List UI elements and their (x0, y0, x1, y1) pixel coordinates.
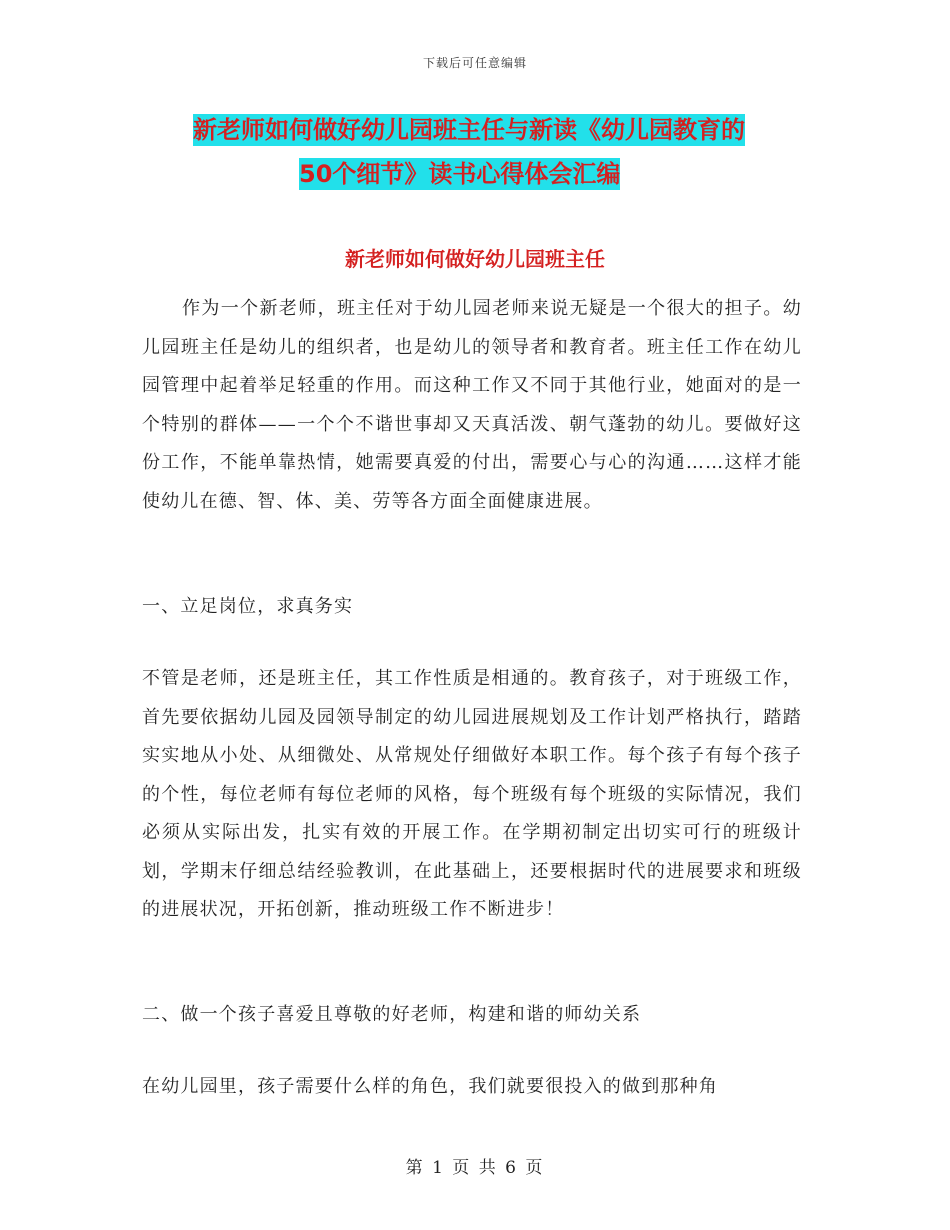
document-title-line1 (193, 108, 843, 152)
heading-two: 二、做一个孩子喜爱且尊敬的好老师，构建和谐的师幼关系 (142, 1004, 642, 1025)
section-title: 新老师如何做好幼儿园班主任 (345, 247, 605, 271)
paragraph-intro: 作为一个新老师，班主任对于幼儿园老师来说无疑是一个很大的担子。幼儿园班主任是幼儿的组织者，也是幼儿的领导者和教育者。班主任工作在幼儿园管理中起着举足轻重的作用。而这种工作又不同于其他行业，她面对的是一个特别的群体——一个个不谐世事却又天真活泼、朝气蓬勃的幼儿。要做好这份工作，不能单靠热情，她需要真爱的付出，需要心与心的沟通……这样才能使幼儿在德、智、体、美、劳等各方面全面健康进展。 (142, 298, 802, 512)
title-highlight-2: 50个细节》读书心得体会汇编 (299, 160, 621, 188)
paragraph-three: 在幼儿园里，孩子需要什么样的角色，我们就要很投入的做到那种角 (142, 1076, 718, 1097)
paragraph-two: 不管是老师，还是班主任，其工作性质是相通的。教育孩子，对于班级工作，首先要依据幼儿园及园领导制定的幼儿园进展规划及工作计划严格执行，踏踏实实地从小处、从细微处、从常规处仔细做好本职工作。每个孩子有每个孩子的个性，每位老师有每位老师的风格，每个班级有每个班级的实际情况，我们必须从实际出发，扎实有效的开展工作。在学期初制定出切实可行的班级计划，学期末仔细总结经验教训，在此基础上，还要根据时代的进展要求和班级的进展状况，开拓创新，推动班级工作不断进步！ (142, 668, 802, 920)
document-title-line2 (299, 152, 949, 196)
header-note: 下载后可任意编辑 (422, 56, 527, 70)
heading-one: 一、立足岗位，求真务实 (142, 596, 354, 617)
title-highlight-1: 新老师如何做好幼儿园班主任与新读《幼儿园教育的 (193, 116, 745, 144)
page-footer: 第 1 页 共 6 页 (405, 1158, 545, 1178)
